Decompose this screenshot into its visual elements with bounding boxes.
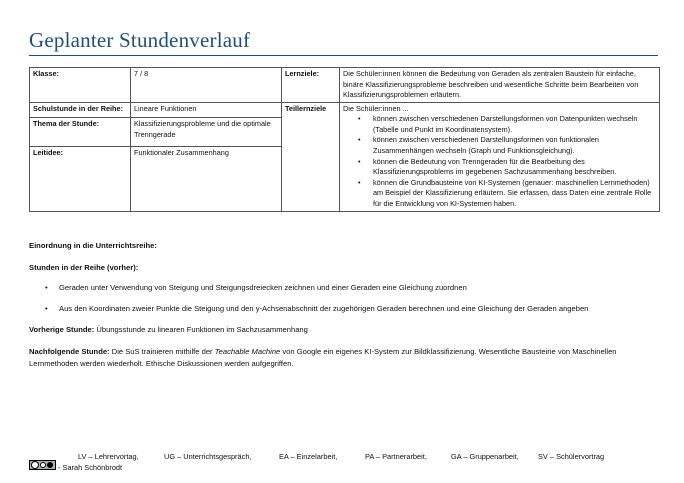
list-item: • können zwischen verschiedenen Darstellungsformen von Datenpunkten wechseln (Tabelle und Punkt im Koordinatensystem). [343, 114, 656, 135]
leitidee-value: Funktionaler Zusammenhang [131, 146, 282, 211]
list-item-text: Aus den Koordinaten zweier Punkte die Steigung und den y-Achsenabschnitt der zugehörigen Geraden berechnen und eine Gleichung der Geraden angeben [59, 304, 589, 313]
einordnung-heading: Einordnung in die Unterrichtsreihe: [29, 241, 157, 250]
lernziele-label: Lernziele: [282, 68, 340, 103]
klasse-label: Klasse: [30, 68, 131, 103]
teillernziele-intro: Die Schüler:innen ... [343, 103, 409, 113]
legend-item-pa: PA – Partnerarbeit, [365, 452, 427, 461]
list-item: • können die Bedeutung von Trenngeraden für die Bearbeitung des Klassifizierungsproblems im gegebenen Sachzusammenhang beschreiben. [343, 157, 656, 178]
stunden-heading: Stunden in der Reihe (vorher): [29, 263, 139, 272]
list-item-text: Geraden unter Verwendung von Steigung und Steigungsdreiecken zeichnen und einer Geraden eine Gleichung zuordnen [59, 283, 467, 292]
bullet-icon: • [45, 304, 48, 313]
legend-item-ea: EA – Einzelarbeit, [279, 452, 338, 461]
stunden-list [29, 283, 659, 292]
vorherige-label: Vorherige Stunde: [29, 325, 95, 334]
lesson-info-table [29, 67, 660, 212]
teillernziele-label: Teillernziele [282, 102, 340, 211]
schulstunde-value: Lineare Funktionen [131, 102, 282, 118]
cc-circle-icon [31, 461, 39, 469]
teachable-machine-text: Teachable Machine [214, 347, 281, 356]
vorherige-text: Übungsstunde zu linearen Funktionen im Sachzusammenhang [94, 325, 308, 334]
stunden-list-2 [29, 304, 659, 313]
nachfolgende-label: Nachfolgende Stunde: [29, 347, 110, 356]
teillernziele-cell [340, 102, 660, 211]
nachfolgende-text-2: von Google ein eigenes KI-System zur Bildklassifizierung. Wesentliche Bausteine von Maschinellen Lernmethoden werden wiederholt. Ethische Diskussionen werden aufgegriffen. [29, 347, 617, 368]
list-item: • können zwischen verschiedenen Darstellungsformen von funktionalen Zusammenhängen wechseln (Graph und Funktionsgleichung). [343, 135, 656, 156]
nachfolgende-stunde [29, 346, 659, 370]
thema-label: Thema der Stunde: [30, 118, 131, 146]
teillernziele-list [343, 114, 656, 209]
list-item [29, 283, 659, 292]
author-credit: - Sarah Schönbrodt [58, 463, 123, 472]
legend-item-sv: SV – Schülervortrag [538, 452, 605, 461]
person-icon [47, 462, 53, 468]
cc-by-license-icon[interactable] [29, 460, 56, 470]
page-title: Geplanter Stundenverlauf [29, 28, 251, 52]
klasse-value: 7 / 8 [131, 68, 282, 103]
legend-item-ga: GA – Gruppenarbeit, [451, 452, 519, 461]
legend-item-ug: UG – Unterrichtsgespräch, [164, 452, 252, 461]
vorherige-stunde [29, 324, 659, 336]
legend-item-lv: LV – Lehrervortag, [78, 452, 139, 461]
lernziele-value: Die Schüler:innen können die Bedeutung von Geraden als zentralen Baustein für einfache, binäre Klassifizierungsprobleme beschreiben und wesentliche Schritte beim Bearbeiten von Klassifizierungsproblemen erläutern. [340, 68, 660, 103]
nachfolgende-text-1: Die SuS trainieren mithilfe der [109, 347, 215, 356]
schulstunde-label: Schulstunde in der Reihe: [30, 102, 131, 118]
table-row [30, 102, 660, 118]
leitidee-label: Leitidee: [30, 146, 131, 211]
thema-value: Klassifizierungsprobleme und die optimale Trenngerade [131, 118, 282, 146]
by-circle-icon [40, 462, 46, 468]
list-item: • können die Grundbausteine von KI-Systemen (genauer: maschinellen Lernmethoden) am Beispiel der Klassifizierung erläutern. Sie erfassen, dass Daten eine zentrale Rolle für die Entwicklung von KI-Systemen haben. [343, 178, 656, 210]
title-underline [29, 55, 658, 56]
bullet-icon: • [45, 283, 48, 292]
list-item [29, 304, 659, 313]
table-row [30, 68, 660, 103]
